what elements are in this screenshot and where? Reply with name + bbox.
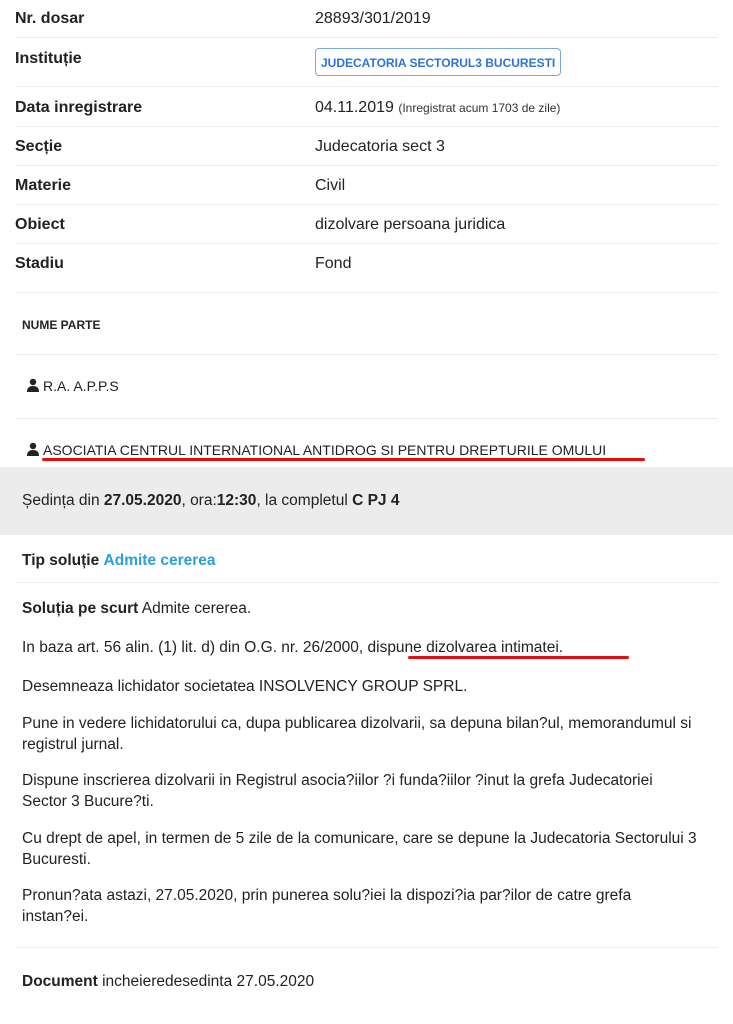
dosar-label: Nr. dosar [15,10,85,27]
divider [15,418,718,419]
data-inregistrare-value [315,99,560,117]
session-text: Ședința din 27.05.2020, ora:12:30, la completul C PJ 4 [22,492,400,509]
party-item [26,442,606,458]
document-info: Document incheieredesedinta 27.05.2020 [22,973,315,990]
date-note: (Inregistrat acum 1703 de zile) [398,101,561,115]
divider [15,165,718,166]
stadiu-label: Stadiu [15,255,64,272]
tip-solutie: Tip soluție Admite cererea [22,552,216,569]
sectie-label: Secție [15,138,63,155]
party-item [26,378,119,394]
tip-solutie-value: Admite cererea [103,552,216,569]
parties-header: NUME PARTE [22,318,101,332]
sectie-value: Judecatoria sect 3 [315,138,445,155]
divider [15,292,718,293]
solutia-scurt: Soluția pe scurt Admite cererea. [22,600,252,617]
date-text: 04.11.2019 [315,99,394,116]
red-underline-annotation [42,458,645,461]
user-icon [26,442,40,456]
institutie-badge-link[interactable]: JUDECATORIA SECTORUL3 BUCURESTI [315,48,561,76]
stadiu-value: Fond [315,255,352,272]
solution-paragraph: Cu drept de apel, in termen de 5 zile de la comunicare, care se depune la Judecatoria Sectorului 3 Bucuresti. [22,830,697,868]
divider [15,204,718,205]
party-name: R.A. A.P.P.S [43,378,119,394]
solution-paragraph: Pune in vedere lichidatorului ca, dupa publicarea dizolvarii, sa depuna bilan?ul, memorandumul si registrul jurnal. [22,715,692,753]
institutie-label: Instituție [15,50,82,67]
red-underline-annotation [408,656,629,659]
divider [15,354,718,355]
data-inregistrare-label: Data inregistrare [15,99,143,116]
obiect-value: dizolvare persoana juridica [315,216,506,233]
divider [15,126,718,127]
user-icon [26,378,40,392]
divider [15,243,718,244]
materie-value: Civil [315,177,346,194]
materie-label: Materie [15,177,72,194]
dosar-value: 28893/301/2019 [315,10,431,27]
solution-paragraph: Dispune inscrierea dizolvarii in Registrul asocia?iilor ?i funda?iilor ?inut la grefa Judecatoriei Sector 3 Bucure?ti. [22,772,653,810]
session-bar [0,467,733,535]
highlighted-text: dispune dizolvarea intimatei [367,639,559,656]
obiect-label: Obiect [15,216,65,233]
divider [15,947,718,948]
divider [15,37,718,38]
party-name: ASOCIATIA CENTRUL INTERNATIONAL ANTIDROG SI PENTRU DREPTURILE OMULUI [43,442,607,458]
divider [15,86,718,87]
divider [15,582,718,583]
solution-paragraph: Pronun?ata astazi, 27.05.2020, prin punerea solu?iei la dispozi?ia par?ilor de catre grefa instan?ei. [22,887,632,925]
solution-paragraph: In baza art. 56 alin. (1) lit. d) din O.G. nr. 26/2000, dispune dizolvarea intimatei. [22,639,564,656]
solution-paragraph: Desemneaza lichidator societatea INSOLVENCY GROUP SPRL. [22,678,468,695]
